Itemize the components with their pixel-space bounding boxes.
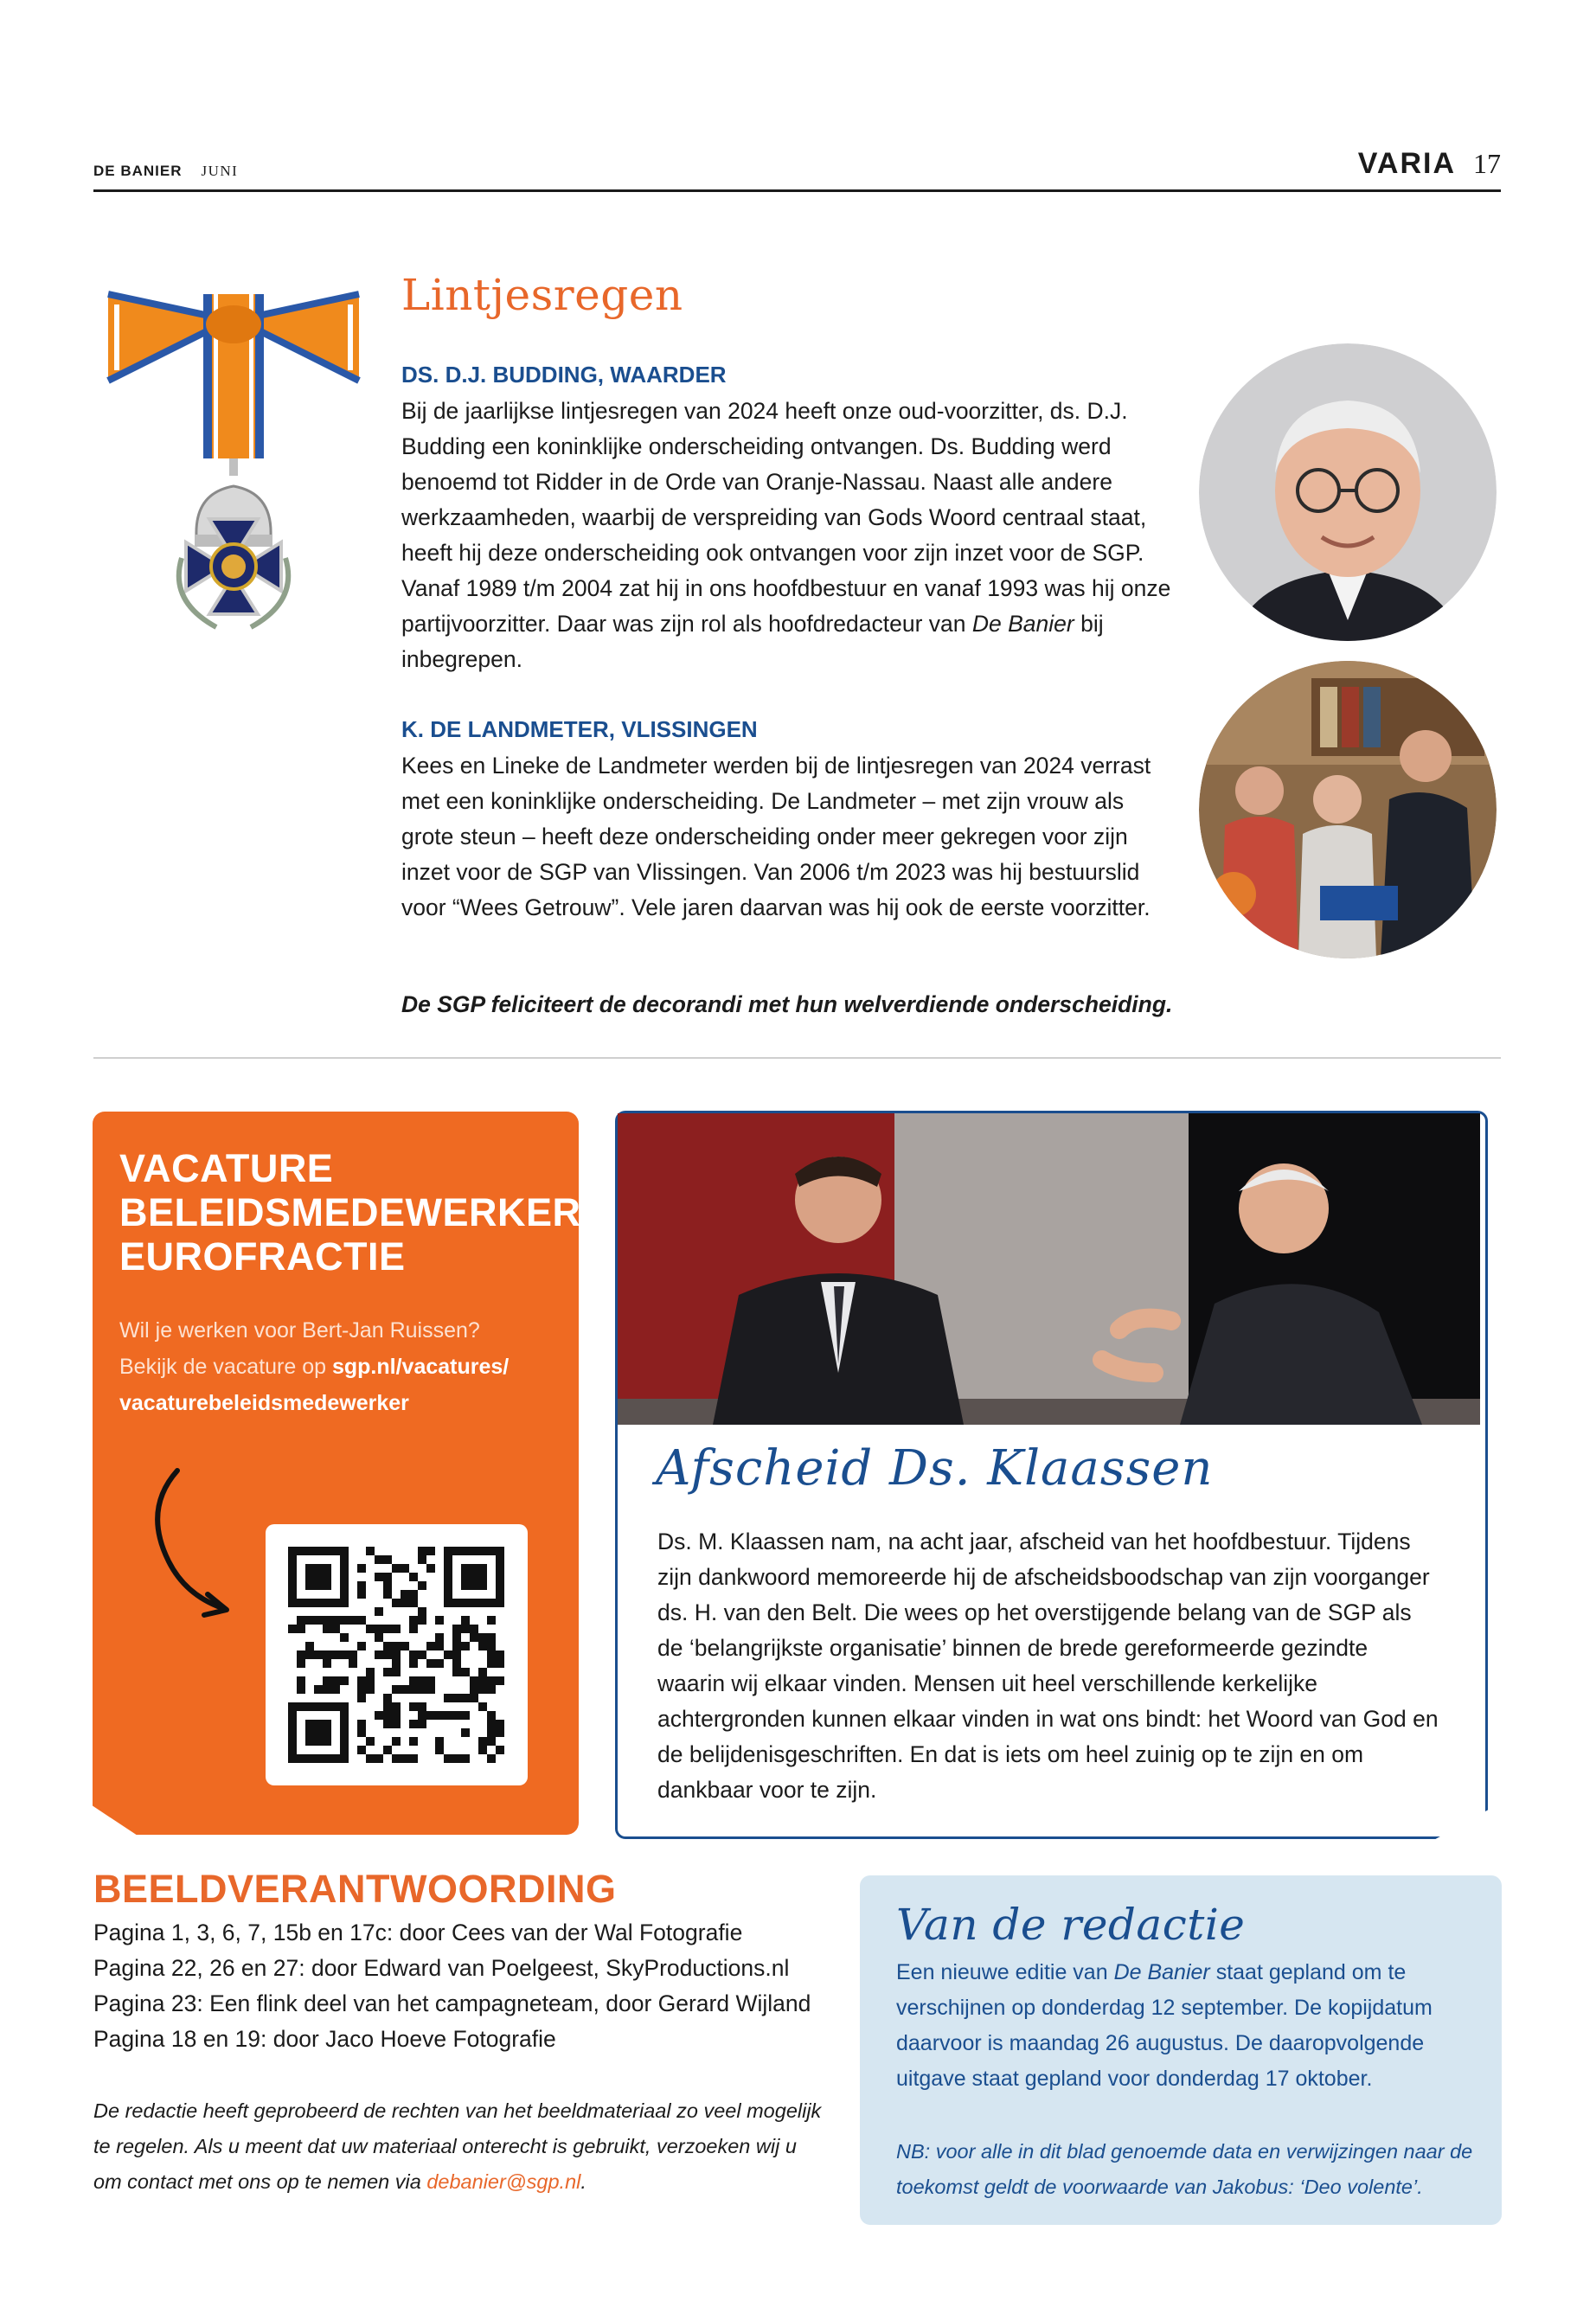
landmeter-ceremony-photo [1199, 661, 1497, 958]
section-divider [93, 1057, 1501, 1059]
person1-text [401, 394, 1171, 677]
lintjesregen-closing: De SGP feliciteert de decorandi met hun welverdiende onderscheiding. [401, 991, 1173, 1017]
page-number: 17 [1473, 148, 1501, 179]
person2-text: Kees en Lineke de Landmeter werden bij de lintjesregen van 2024 verrast met een koninklijke onderscheiding. De Landmeter – met zijn vrouw als grote steun – heeft deze onderscheiding onder meer gekregen voor zijn inzet voor de SGP van Vlissingen. Van 2006 t/m 2023 was hij bestuurslid voor “Wees Getrouw”. Vele jaren daarvan was hij ook de eerste voorzitter. [401, 753, 1151, 920]
section-title: VARIA [1357, 147, 1456, 180]
beeldverantwoording-title: BEELDVERANTWOORDING [93, 1867, 617, 1911]
credit-line: Pagina 23: Een flink deel van het campagneteam, door Gerard Wijland [93, 1990, 811, 2016]
vacature-cta: Bekijk de vacature op [119, 1355, 327, 1379]
vacature-link-part2[interactable]: vacaturebeleidsmedewerker [119, 1391, 409, 1415]
vacature-title [119, 1146, 581, 1279]
person1-text-italic: De Banier [971, 611, 1074, 637]
redactie-text [896, 1955, 1484, 2097]
redactie-title: Van de redactie [896, 1900, 1246, 1950]
issue-month: JUNI [201, 163, 239, 179]
contact-email-link[interactable]: debanier@sgp.nl [426, 2170, 581, 2193]
person1-text-end: bij inbegrepen. [401, 611, 1104, 672]
credit-line: Pagina 22, 26 en 27: door Edward van Poelgeest, SkyProductions.nl [93, 1955, 790, 1981]
afscheid-title: Afscheid Ds. Klaassen [656, 1440, 1214, 1497]
vacature-title-line3: EUROFRACTIE [119, 1234, 406, 1279]
afscheid-text: Ds. M. Klaassen nam, na acht jaar, afscheid van het hoofdbestuur. Tijdens zijn dankwoord memoreerde hij de afscheidsboodschap van zijn voorganger ds. H. van den Belt. Die wees op het overstijgende belang van de SGP als de ‘belangrijkste organisatie’ binnen de brede gereformeerde gezindte waarin wij elkaar vinden. Mensen uit heel verschillende kerkelijke achtergronden kunnen elkaar vinden in wat ons bindt: het Woord van God en de belijdenisgeschriften. En dat is iets om heel zuinig op te zijn en om dankbaar voor te zijn. [657, 1529, 1439, 1803]
qr-code-icon[interactable] [266, 1524, 528, 1785]
note-end: . [580, 2170, 586, 2193]
rights-note: De redactie heeft geprobeerd de rechten van het beeldmateriaal zo veel mogelijk te regelen. Als u meent dat uw materiaal onterecht is gebruikt, verzoeken wij u om contact met ons op te nemen via [93, 2099, 822, 2193]
redactie-text-end: staat gepland om te verschijnen op donderdag 12 september. De kopijdatum daarvoor is maandag 26 augustus. De daaropvolgende uitgave staat gepland voor donderdag 17 oktober. [896, 1960, 1433, 2091]
beeldverantwoording-note [93, 2093, 829, 2200]
curved-arrow-icon [147, 1466, 242, 1622]
afscheid-photo [618, 1113, 1480, 1425]
vacature-text [119, 1312, 509, 1421]
credit-line: Pagina 1, 3, 6, 7, 15b en 17c: door Cees van der Wal Fotografie [93, 1920, 743, 1945]
vacature-title-line2: BELEIDSMEDEWERKER [119, 1190, 581, 1234]
running-header [93, 163, 238, 180]
redactie-text-start: Een nieuwe editie van [896, 1960, 1108, 1984]
vacature-question: Wil je werken voor Bert-Jan Ruissen? [119, 1318, 480, 1343]
redactie-text-italic: De Banier [1113, 1960, 1210, 1984]
person1-text-main: Bij de jaarlijkse lintjesregen van 2024 heeft onze oud-voorzitter, ds. D.J. Budding een koninklijke onderscheiding ontvangen. Ds. Budding werd benoemd tot Ridder in de Orde van Oranje-Nassau. Naast alle andere werkzaamheden, waarbij de verspreiding van Gods Woord centraal staat, heeft hij deze onderscheiding ook ontvangen voor zijn inzet voor de SGP. Vanaf 1989 t/m 2004 zat hij in ons hoofdbestuur en vanaf 1993 was hij onze partijvoorzitter. Daar was zijn rol als hoofdredacteur van [401, 398, 1171, 637]
vacature-link-part1[interactable]: sgp.nl/vacatures/ [331, 1355, 510, 1379]
section-header [1358, 147, 1501, 181]
credit-line: Pagina 18 en 19: door Jaco Hoeve Fotografie [93, 2026, 556, 2052]
publication-name: DE BANIER [93, 163, 183, 179]
person1-name: DS. D.J. BUDDING, WAARDER [401, 362, 727, 388]
lintjesregen-title: Lintjesregen [401, 270, 683, 320]
qr-code-card[interactable] [266, 1524, 528, 1785]
vacature-title-line1: VACATURE [119, 1146, 334, 1190]
royal-decoration-medal-image [99, 285, 368, 649]
person2-name: K. DE LANDMETER, VLISSINGEN [401, 716, 758, 742]
beeldverantwoording-list [93, 1915, 811, 2057]
header-rule [93, 189, 1501, 192]
redactie-nb: NB: voor alle in dit blad genoemde data en verwijzingen naar de toekomst geldt de voorwaarde van Jakobus: ‘Deo volente’. [896, 2140, 1473, 2198]
budding-portrait-photo [1199, 343, 1497, 641]
